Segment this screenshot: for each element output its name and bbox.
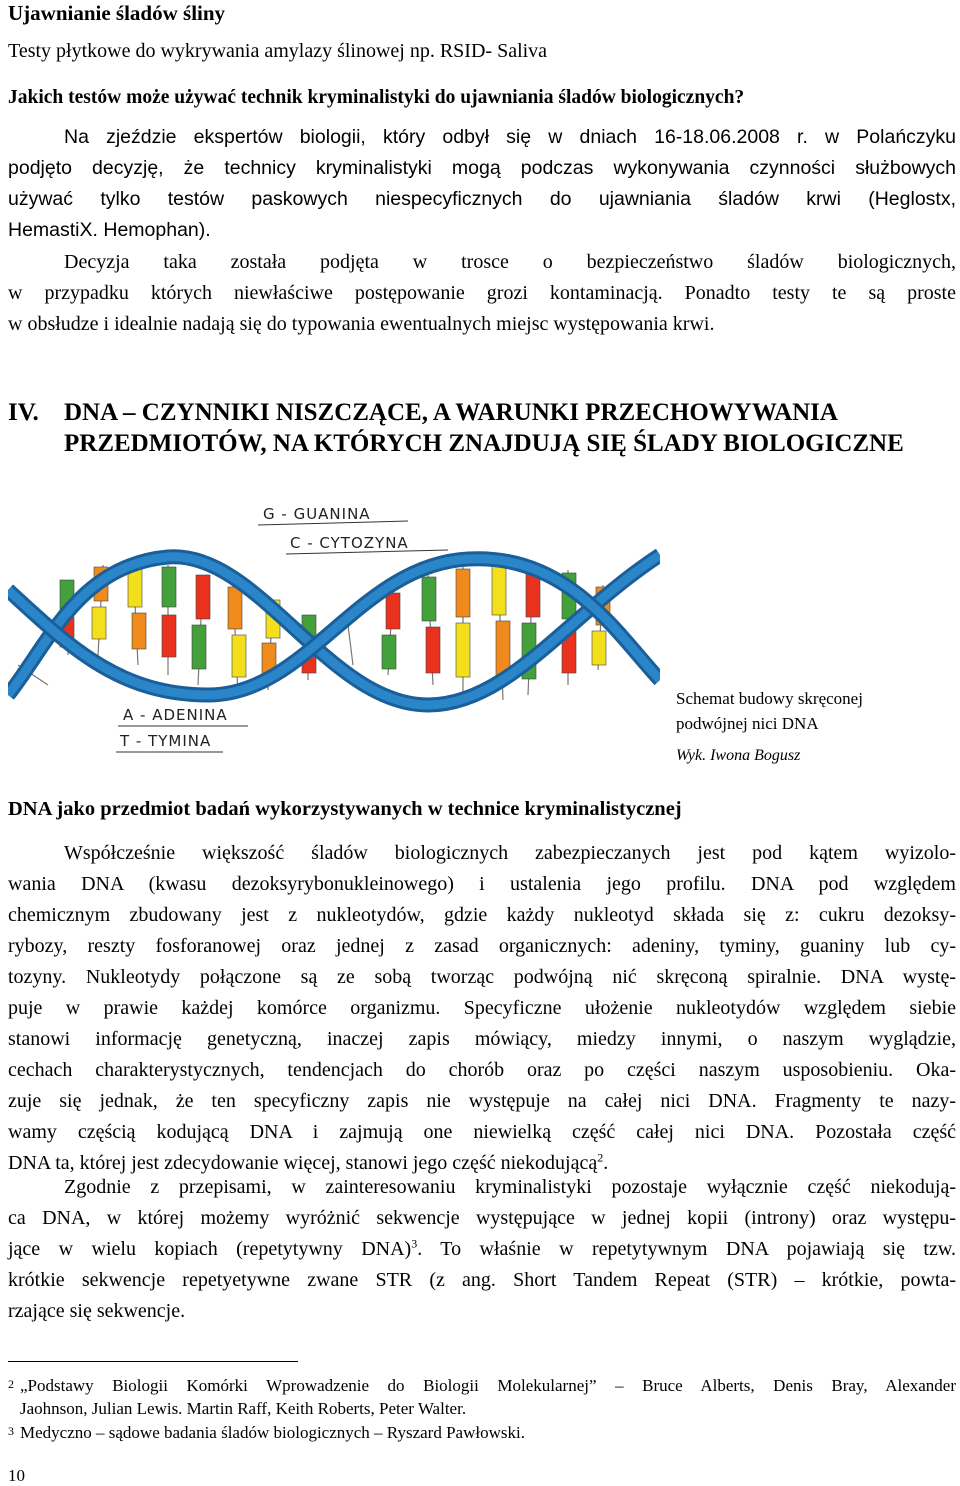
paragraph-line: tozyny. Nukleotydy połączone są ze sobą tworząc podwójną nić skręconą spiralnie. DNA wystę- [8, 966, 956, 988]
paragraph-line: wania DNA (kwasu dezoksyrybonukleinowego) i ustalenia jego profilu. DNA pod względem [8, 873, 956, 895]
congress-paragraph [8, 122, 956, 246]
paragraph-line: rzające się sekwencje. [8, 1300, 186, 1322]
dna-subheading: DNA jako przedmiot badań wykorzystywanych w technice kryminalistycznej [8, 798, 682, 820]
paragraph-line: w przypadku których niewłaściwe postępowanie grozi kontaminacją. Ponadto testy te są proste [8, 282, 956, 304]
footnote-3 [8, 1421, 956, 1444]
paragraph-line: chemicznym zbudowany jest z nukleotydów, gdzie każdy nukleotyd składa się z: cukru dezoksy- [8, 904, 956, 926]
paragraph-line: HemastiX. Hemophan). [8, 219, 211, 241]
footnote-line: Jaohnson, Julian Lewis. Martin Raff, Keith Roberts, Peter Walter. [20, 1399, 467, 1418]
paragraph-line: w obsłudze i idealnie nadają się do typowania ewentualnych miejsc występowania krwi. [8, 313, 715, 335]
footnote-ref-2[interactable]: 2 [597, 1150, 604, 1165]
page-number: 10 [8, 1466, 25, 1485]
footnote-2 [8, 1374, 956, 1420]
dna-illustration [8, 495, 660, 765]
legend-guanine: G - GUANINA [263, 505, 371, 523]
paragraph-line: cechach charakterystycznych, tendencjach do chorób oraz po części naszym usposobieniu. Oka- [8, 1059, 956, 1081]
footnote-divider [8, 1361, 298, 1362]
decision-paragraph [8, 247, 956, 340]
paragraph-line: Decyzja taka została podjęta w trosce o bezpieczeństwo śladów biologicznych, [64, 251, 956, 273]
paragraph-line: stanowi informację genetyczną, inaczej zapis mówiący, miedzy innymi, o naszym wyglądzie, [8, 1028, 956, 1050]
paragraph-line: wamy częścią kodującą DNA i zajmują one niewielką część całej nici DNA. Pozostała część [8, 1121, 956, 1143]
paragraph-line: rybozy, reszty fosforanowej oraz jednej z zasad organicznych: adeniny, tyminy, guaniny lub cy- [8, 935, 956, 957]
paragraph-line: Na zjeździe ekspertów biologii, który odbył się w dniach 16-18.06.2008 r. w Polańczyku [64, 126, 957, 148]
figure-author: Wyk. Iwona Bogusz [676, 747, 801, 764]
paragraph-line: Zgodnie z przepisami, w zainteresowaniu kryminalistyki pozostaje wyłącznie część niekodują- [64, 1176, 956, 1198]
legend-cytosine: C - CYTOZYNA [290, 534, 409, 552]
section-title: DNA – CZYNNIKI NISZCZĄCE, A WARUNKI PRZECHOWYWANIA PRZEDMIOTÓW, NA KTÓRYCH ZNAJDUJĄ SIĘ ŚLADY BIOLOGICZNE [64, 399, 904, 457]
question-heading: Jakich testów może używać technik kryminalistyki do ujawniania śladów biologicznych? [8, 87, 745, 108]
body-paragraph-2 [8, 1172, 956, 1327]
footnote-line: 3 Medyczno – sądowe badania śladów biologicznych – Ryszard Pawłowski. [8, 1423, 525, 1442]
figure-caption: Schemat budowy skręconej podwójnej nici DNA [676, 689, 863, 733]
paragraph-line: ca DNA, w której możemy wyróżnić sekwencje występujące w jednej kopii (introny) oraz występu- [8, 1207, 956, 1229]
legend-thymine: T - TYMINA [120, 732, 212, 750]
saliva-heading: Ujawnianie śladów śliny [8, 1, 226, 25]
saliva-tests-text: Testy płytkowe do wykrywania amylazy ślinowej np. RSID- Saliva [8, 40, 548, 62]
footnote-line: 2 „Podstawy Biologii Komórki Wprowadzenie do Biologii Molekularnej” – Bruce Alberts, Denis Bray, Alexander [8, 1376, 956, 1395]
paragraph-line: jące w wielu kopiach (repetytywny DNA)$^3$. To właśnie w repetytywnym DNA pojawiają się tzw. [8, 1236, 957, 1260]
paragraph-line: DNA ta, której jest zdecydowanie więcej, stanowi jego część niekodującą$^2$. [8, 1150, 609, 1174]
paragraph-line: puje w prawie każdej komórce organizmu. Specyficzne ułożenie nukleotydów względem siebie [8, 997, 956, 1019]
legend-adenine: A - ADENINA [123, 706, 228, 724]
body-paragraph-1 [8, 838, 956, 1179]
paragraph-line: krótkie sekwencje repetyetywne zwane STR (z ang. Short Tandem Repeat (STR) – krótkie, powta- [8, 1269, 956, 1291]
paragraph-line: podjęto decyzję, że technicy kryminalistyki mogą podczas wykonywania czynności służbowych [8, 157, 956, 179]
dna-helix-drawing [8, 495, 660, 765]
paragraph-line: zuje się jednak, że ten specyficzny zapis nie występuje na całej nici DNA. Fragmenty te nazy- [8, 1090, 956, 1112]
paragraph-line: używać tylko testów paskowych niespecyficznych do ujawniania śladów krwi (Heglostx, [8, 188, 956, 210]
footnote-ref-3[interactable]: 3 [411, 1236, 418, 1251]
section-number: IV. [8, 399, 39, 426]
paragraph-line: Współcześnie większość śladów biologicznych zabezpieczanych jest pod kątem wyizolo- [64, 842, 956, 864]
